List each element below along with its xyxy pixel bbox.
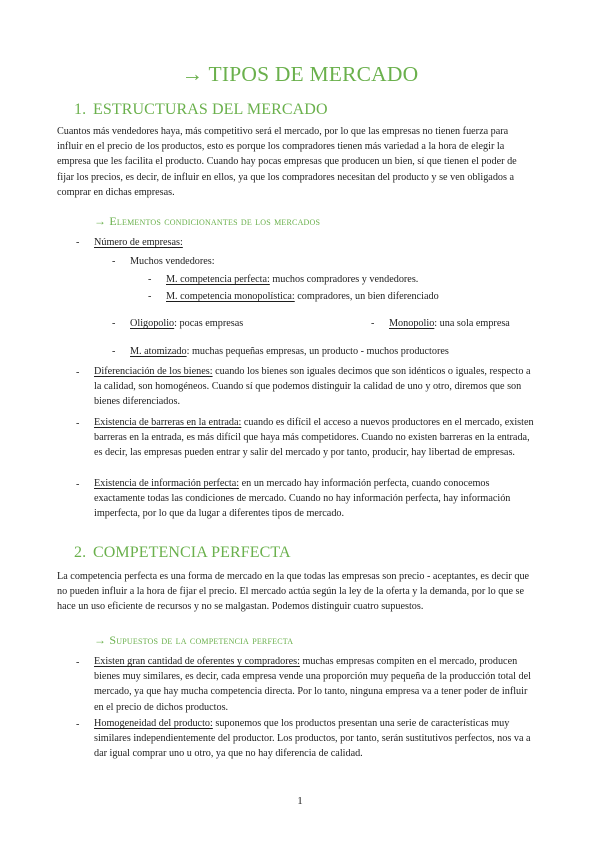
oferentes-item [94, 654, 538, 715]
mcp-text: muchos compradores y vendedores. [269, 274, 419, 285]
section-1-intro: Cuantos más vendedores haya, más competitivo será el mercado, por lo que las empresas no tienen fuerza para influir en el precio de los productos, esto es porque los compradores tienen más variedad a la hora de elegir la empresa que les facilita el producto. Cuando hay pocas empresas que producen un bien, sí que tienen el poder de fijar los precios, es decir, de influir en ellos, ya que los compradores necesitan del producto y se ven obligados a comprar en dichas empresas. [57, 126, 517, 198]
informacion-text: en un mercado hay información perfecta, cuando conocemos exactamente todas las condiciones de mercado. Cuando no hay información perfecta, hay información imperfecta, por lo que da lugar a diferentes tipos de mercado. [94, 478, 511, 520]
diferenciacion-item [94, 364, 538, 410]
section-2-intro: La competencia perfecta es una forma de mercado en la que todas las empresas son precio - aceptantes, es decir que no pueden influir a la hora de fijar el precio. El mercado actúa según la ley de la oferta y la demanda, por lo que se hace un uso eficiente de recursos y no se malgastan. Podemos distinguir cuatro supuestos. [57, 571, 530, 613]
oferentes-label: Existen gran cantidad de oferentes y compradores: [94, 656, 300, 667]
mcm-label: M. competencia monopolística: [166, 291, 295, 302]
bullet-dash: - [148, 274, 152, 285]
section-1-title: ESTRUCTURAS DEL MERCADO [93, 101, 328, 118]
section-1-number: 1. [74, 101, 87, 118]
atomizado-label: M. atomizado [130, 346, 187, 357]
homogeneidad-item [94, 716, 538, 762]
oferentes-text: muchas empresas compiten en el mercado, producen bienes muy similares, es decir, cada empresa vende una proporción muy pequeña de la producción total del mercado, ya que hay mucha competencia directa. Por lo tanto, ninguna empresa va a tener poder de influir en el precio de dichos productos. [94, 656, 531, 713]
section-2-subheading: → Supuestos de la competencia perfecta [94, 633, 294, 647]
bullet-dash: - [148, 291, 152, 302]
bullet-dash: - [371, 318, 375, 329]
bullet-dash: - [76, 479, 80, 490]
oligopolio-item [130, 317, 243, 331]
bullet-dash: - [76, 418, 80, 429]
informacion-item [94, 476, 538, 522]
num-empresas-item [94, 236, 183, 250]
bullet-dash: - [112, 346, 116, 357]
mcm-item [166, 290, 439, 304]
bullet-dash: - [76, 719, 80, 730]
diferenciacion-text: cuando los bienes son iguales decimos que son idénticos o iguales, respecto a la calidad, son homogéneos. Cuando sí que podemos distinguir la calidad de uno y otro, diremos que son bienes diferenciados. [94, 366, 531, 408]
section-1-subheading: → Elementos condicionantes de los mercados [94, 214, 321, 228]
bullet-dash: - [112, 256, 116, 267]
mcp-item [166, 273, 418, 287]
section-1-heading [74, 101, 328, 119]
oligopolio-text: : pocas empresas [174, 318, 244, 329]
atomizado-text: : muchas pequeñas empresas, un producto - muchos productores [186, 346, 449, 357]
monopolio-text: : una sola empresa [434, 318, 510, 329]
muchos-vendedores-item: Muchos vendedores: [130, 256, 215, 267]
section-2-heading [74, 544, 291, 562]
section-2-title: COMPETENCIA PERFECTA [93, 544, 291, 561]
barreras-label: Existencia de barreras en la entrada: [94, 417, 242, 428]
mcm-text: compradores, un bien diferenciado [294, 291, 439, 302]
barreras-item [94, 415, 538, 461]
bullet-dash: - [76, 657, 80, 668]
bullet-dash: - [76, 237, 80, 248]
homogeneidad-text: suponemos que los productos presentan una serie de características muy similares independientemente del productor. Los productos, por tanto, serán sustitutivos perfectos, nos va a dar igual comprar uno u otro, ya que no hay diferencia de calidad. [94, 718, 531, 760]
monopolio-label: Monopolio [389, 318, 435, 329]
oligopolio-label: Oligopolio [130, 318, 175, 329]
page-number: 1 [297, 795, 303, 807]
bullet-dash: - [76, 367, 80, 378]
page-title: → TIPOS DE MERCADO [181, 62, 419, 86]
monopolio-item [389, 317, 510, 331]
diferenciacion-label: Diferenciación de los bienes: [94, 366, 213, 377]
num-empresas-label: Número de empresas: [94, 237, 183, 248]
section-2-number: 2. [74, 544, 87, 561]
bullet-dash: - [112, 318, 116, 329]
informacion-label: Existencia de información perfecta: [94, 478, 240, 489]
homogeneidad-label: Homogeneidad del producto: [94, 718, 213, 729]
mcp-label: M. competencia perfecta: [166, 274, 270, 285]
barreras-text: cuando es difícil el acceso a nuevos productores en el mercado, existen barreras en la entrada, es más difícil que haya más competidores. Cuando no existen barreras en la entrada, es decir, las empresas pueden entrar y salir del mercado y por tanto, producir, hay libertad de empresas. [94, 417, 534, 459]
atomizado-item [130, 345, 449, 359]
